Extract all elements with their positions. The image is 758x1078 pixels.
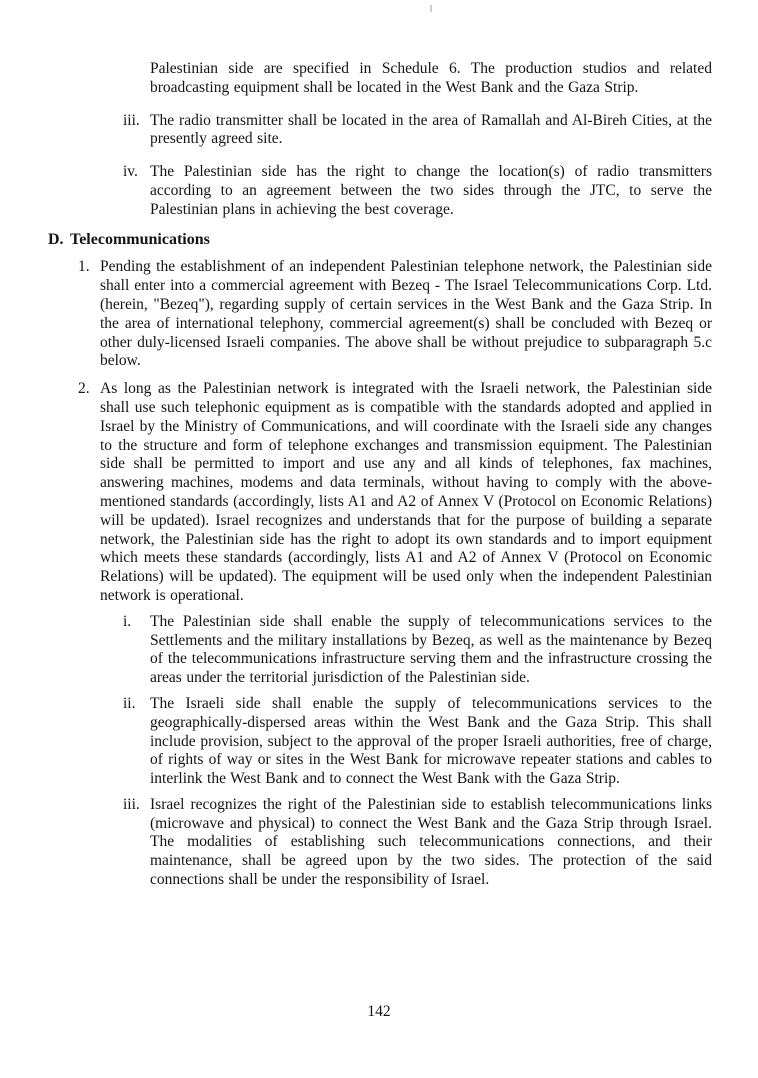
section-heading-title: Telecommunications [70, 230, 210, 248]
list-item-telecom-2 [78, 380, 712, 606]
list-item-label: i. [123, 612, 132, 630]
section-heading [48, 231, 712, 250]
list-item-sub-i [123, 613, 712, 688]
continuation-paragraph: Palestinian side are specified in Schedule 6. The production studios and related broadcasting equipment shall be located in the West Bank and the Gaza Strip. [150, 60, 712, 96]
list-item-label: ii. [123, 694, 136, 712]
page-number: 142 [367, 1003, 391, 1020]
list-item-sub-ii [123, 695, 712, 789]
list-item-label: 1. [78, 258, 90, 276]
list-item-text: The Palestinian side has the right to change the location(s) of radio transmitters according to an agreement between the two sides through the JTC, to serve the Palestinian plans in achieving the best coverage. [150, 163, 712, 218]
list-item-sub-iii [123, 796, 712, 890]
list-item-text: As long as the Palestinian network is integrated with the Israeli network, the Palestinian side shall use such telephonic equipment as is compatible with the standards adopted and applied in Israel by the Ministry of Communications, and will coordinate with the Israeli side any changes to the structure and form of telephone exchanges and transmission equipment. The Palestinian side shall be permitted to import and use any and all kinds of telephones, fax machines, answering machines, modems and data terminals, without having to comply with the above-mentioned standards (accordingly, lists A1 and A2 of Annex V (Protocol on Economic Relations) will be updated). Israel recognizes and understands that for the purpose of building a separate network, the Palestinian side has the right to adopt its own standards and to import equipment which meets these standards (accordingly, lists A1 and A2 of Annex V (Protocol on Economic Relations) will be updated). The equipment will be used only when the independent Palestinian network is operational. [100, 380, 712, 604]
list-item-label: 2. [78, 380, 90, 398]
scan-artifact [430, 5, 432, 12]
list-item-text: Israel recognizes the right of the Palestinian side to establish telecommunications links (microwave and physical) to connect the West Bank and the Gaza Strip through Israel. The modalities of establishing such telecommunications connections, and their maintenance, shall be agreed upon by the two sides. The protection of the said connections shall be under the responsibility of Israel. [150, 795, 712, 889]
list-item-telecom-1 [78, 258, 712, 371]
list-item-text: The Israeli side shall enable the supply of telecommunications services to the geographically-dispersed areas within the West Bank and the Gaza Strip. This shall include provision, subject to the approval of the proper Israeli authorities, free of charge, of rights of way or sites in the West Bank for microwave repeater stations and cables to interlink the West Bank and to connect the West Bank with the Gaza Strip. [150, 694, 712, 788]
list-item-label: iv. [123, 163, 138, 181]
list-item-text: The radio transmitter shall be located in the area of Ramallah and Al-Bireh Cities, at the presently agreed site. [150, 111, 712, 148]
list-item-text: The Palestinian side shall enable the supply of telecommunications services to the Settlements and the military installations by Bezeq, as well as the maintenance by Bezeq of the telecommunications infrastructure serving them and the infrastructure crossing the areas under the territorial jurisdiction of the Palestinian side. [150, 612, 712, 687]
list-item-radio-iv [123, 163, 712, 219]
list-item-label: iii. [123, 111, 140, 129]
list-item-radio-iii [123, 112, 712, 150]
list-item-text: Pending the establishment of an independent Palestinian telephone network, the Palestinian side shall enter into a commercial agreement with Bezeq - The Israel Telecommunications Corp. Ltd. (herein, "Bezeq"), regarding supply of certain services in the West Bank and the Gaza Strip. In the area of international telephony, commercial agreement(s) shall be concluded with Bezeq or other duly-licensed Israeli companies. The above shall be without prejudice to subparagraph 5.c below. [100, 258, 712, 370]
list-item-label: iii. [123, 795, 140, 813]
section-heading-label: D. [48, 230, 64, 248]
